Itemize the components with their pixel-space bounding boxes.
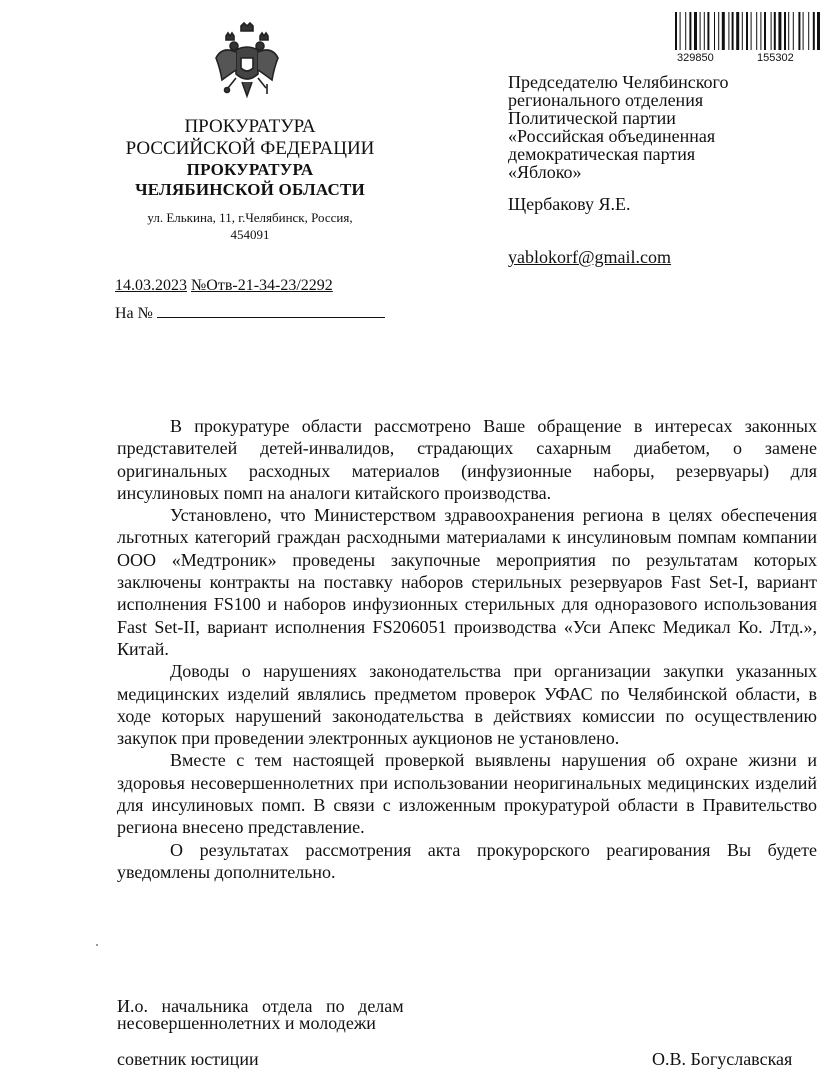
address-line1: ул. Елькина, 11, г.Челябинск, Россия, (147, 210, 353, 225)
letter-body (117, 415, 817, 883)
signatory-rank: советник юстиции (117, 1049, 259, 1069)
body-paragraph: Вместе с тем настоящей проверкой выявлены нарушения об охране жизни и здоровья несовершеннолетних при использовании неоригинальных медицинских изделий для инсулиновых помп. В связи с изложенным прокуратурой области в Правительство региона внесено представление. (117, 750, 817, 838)
body-paragraph: Доводы о нарушениях законодательства при организации закупки указанных медицинских изделий являлись предметом проверок УФАС по Челябинской области, в ходе которых нарушений законодательства в действиях комиссии по осуществлению закупок при проведении электронных аукционов не установлено. (117, 661, 817, 749)
recipient-email-link[interactable]: yablokorf@gmail.com (508, 247, 672, 267)
barcode-number-1: 329850 (677, 52, 714, 64)
number-label: № (191, 277, 207, 294)
org-address (95, 209, 405, 243)
position-line2: несовершеннолетних и молодежи (117, 1013, 376, 1033)
organization-header (95, 116, 405, 243)
org-line4: ЧЕЛЯБИНСКОЙ ОБЛАСТИ (135, 180, 365, 199)
body-paragraph: О результатах рассмотрения акта прокурорского реагирования Вы будете уведомлены дополнительно. (117, 839, 817, 882)
recipient-name: Щербакову Я.Е. (508, 194, 631, 214)
reply-to-label: На № (115, 305, 153, 322)
barcode-number-2: 155302 (757, 52, 794, 64)
incoming-reference (115, 305, 385, 323)
body-paragraph: В прокуратуре области рассмотрено Ваше обращение в интересах законных представителей детей-инвалидов, страдающих сахарным диабетом, о замене оригинальных расходных материалов (инфузионные наборы, резервуары) для инсулиновых помп на аналоги китайского производства. (117, 416, 817, 503)
org-line3: ПРОКУРАТУРА (186, 160, 314, 179)
outgoing-reference (115, 277, 333, 295)
address-line2: 454091 (230, 227, 270, 242)
recipient-line: регионального отделения (508, 90, 704, 110)
reply-to-blank (157, 305, 385, 318)
recipient-block (508, 73, 808, 181)
scan-speck (96, 944, 98, 946)
signatory-position (117, 998, 404, 1032)
signatory-name: О.В. Богуславская (652, 1049, 793, 1069)
document-number: Отв-21-34-23/2292 (206, 277, 333, 294)
org-line1: ПРОКУРАТУРА (184, 116, 316, 137)
coat-of-arms-icon (212, 22, 282, 108)
recipient-line: «Яблоко» (508, 162, 582, 182)
org-line2: РОССИЙСКОЙ ФЕДЕРАЦИИ (125, 138, 375, 159)
recipient-line: «Российская объединенная (508, 126, 716, 146)
recipient-line: Председателю Челябинского (508, 72, 729, 92)
position-line1: И.о. начальника отдела по делам (117, 996, 404, 1016)
recipient-line: демократическая партия (508, 144, 696, 164)
recipient-line: Политической партии (508, 108, 676, 128)
document-date: 14.03.2023 (115, 277, 187, 294)
body-paragraph: Установлено, что Министерством здравоохранения региона в целях обеспечения льготных категорий граждан расходными материалами к инсулиновым помпам компании ООО «Медтроник» проведены закупочные мероприятия по результатам которых заключены контракты на поставку наборов стерильных резервуаров Fast Set-I, вариант исполнения FS100 и наборов инфузионных стерильных для одноразового использования Fast Set-II, вариант исполнения FS206051 производства «Уси Апекс Медикал Ко. Лтд.», Китай. (117, 505, 817, 659)
